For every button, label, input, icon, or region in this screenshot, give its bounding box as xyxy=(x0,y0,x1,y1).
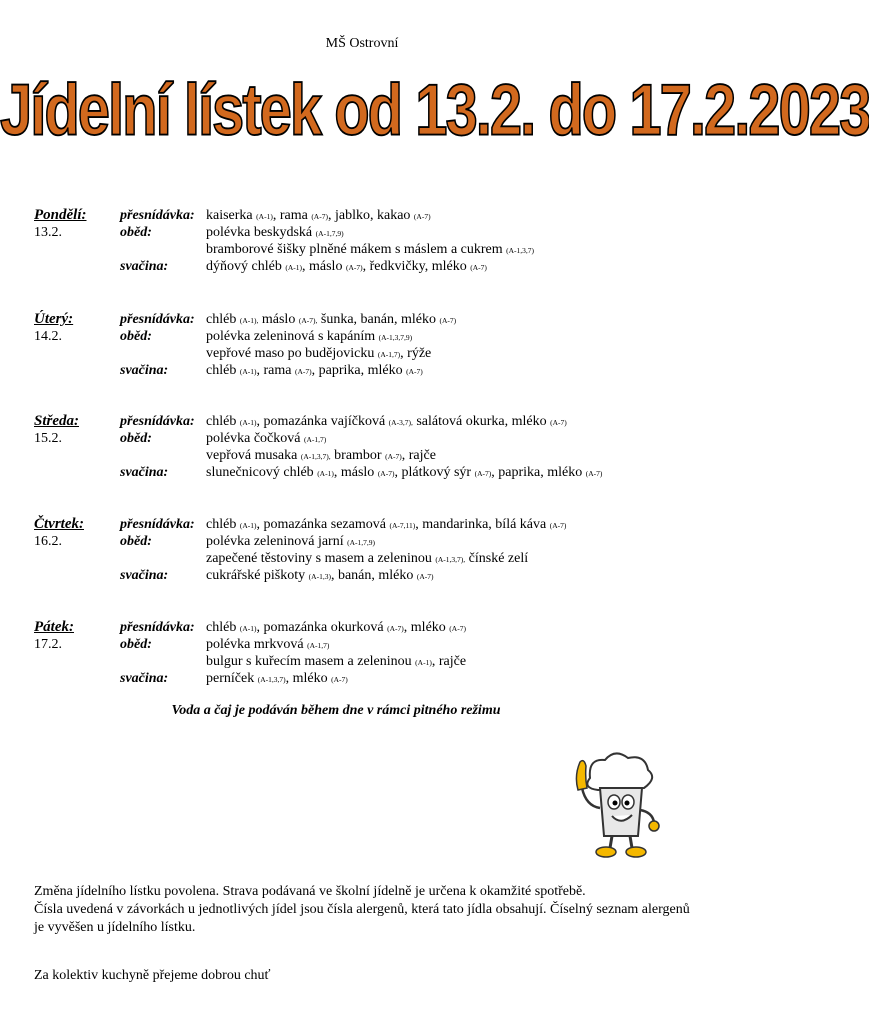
menu-row xyxy=(34,636,714,653)
food-text: bulgur s kuřecím masem a zeleninou xyxy=(206,654,416,669)
food-text: , rama xyxy=(256,363,295,378)
meal-label: přesnídávka: xyxy=(120,208,195,223)
menu-row xyxy=(34,533,714,550)
food-items xyxy=(206,345,431,363)
allergen-code: (A-1,7,9) xyxy=(347,538,376,547)
food-items xyxy=(206,516,566,534)
food-text: , máslo xyxy=(302,259,346,274)
allergen-code: (A-7) xyxy=(406,367,423,376)
food-items xyxy=(206,207,431,225)
allergen-code: (A-7) xyxy=(549,521,567,530)
menu-row xyxy=(34,328,714,345)
footer-line: Změna jídelního lístku povolena. Strava podávaná ve školní jídelně je určena k okamžité spotřebě. xyxy=(34,884,586,899)
allergen-code: (A-1) xyxy=(285,263,302,272)
food-text: polévka zeleninová s kapáním xyxy=(206,329,379,344)
allergen-code: (A-1,7,9) xyxy=(315,229,344,238)
allergen-code: (A-1) xyxy=(256,212,273,221)
food-text: , rama xyxy=(272,208,312,223)
allergen-code: (A-1,3,7), xyxy=(300,452,331,461)
food-items xyxy=(206,362,423,380)
menu-row xyxy=(34,670,714,687)
allergen-code: (A-7) xyxy=(311,212,328,221)
allergen-code: (A-7) xyxy=(385,452,402,461)
day-block xyxy=(34,516,714,584)
food-items xyxy=(206,619,466,637)
food-text: , mléko xyxy=(403,620,450,635)
food-text: polévka beskydská xyxy=(206,225,316,240)
food-text: máslo xyxy=(258,312,299,327)
allergen-code: (A-1,3,7) xyxy=(506,246,535,255)
allergen-code: (A-7,11) xyxy=(389,521,416,530)
menu-row xyxy=(34,224,714,241)
day-name: Pondělí: xyxy=(34,207,87,223)
water-note: Voda a čaj je podáván během dne v rámci pitného režimu xyxy=(171,703,501,718)
meal-label: svačina: xyxy=(120,465,169,480)
food-text: polévka zeleninová jarní xyxy=(206,534,348,549)
menu-row xyxy=(34,567,714,584)
meal-label: svačina: xyxy=(120,671,169,686)
allergen-code: (A-1,3,7) xyxy=(257,675,286,684)
food-text: slunečnicový chléb xyxy=(206,465,318,480)
food-items xyxy=(206,258,487,276)
food-items xyxy=(206,670,348,688)
food-text: , máslo xyxy=(333,465,378,480)
food-text: chléb xyxy=(206,517,240,532)
allergen-code: (A-7) xyxy=(470,263,487,272)
chef-mascot-icon xyxy=(560,748,670,863)
day-name: Čtvrtek: xyxy=(34,516,84,532)
day-name: Úterý: xyxy=(34,311,74,327)
food-items xyxy=(206,550,528,568)
day-date: 13.2. xyxy=(34,225,62,240)
meal-label: svačina: xyxy=(120,568,169,583)
meal-label: svačina: xyxy=(120,259,169,274)
food-items xyxy=(206,447,436,465)
food-items xyxy=(206,653,466,671)
food-text: kaiserka xyxy=(206,208,257,223)
allergen-code: (A-1,7) xyxy=(307,641,330,650)
allergen-code: (A-7), xyxy=(298,316,318,325)
food-text: chléb xyxy=(206,620,240,635)
menu-row xyxy=(34,413,714,430)
meal-label: oběd: xyxy=(120,534,152,549)
day-block xyxy=(34,311,714,379)
allergen-code: (A-7) xyxy=(345,263,363,272)
food-items xyxy=(206,311,456,329)
food-text: chléb xyxy=(206,414,240,429)
food-text: , ředkvičky, mléko xyxy=(362,259,471,274)
food-text: polévka mrkvová xyxy=(206,637,308,652)
food-items xyxy=(206,430,326,448)
food-items xyxy=(206,224,344,242)
day-name: Středa: xyxy=(34,413,79,429)
food-items xyxy=(206,328,412,346)
allergen-code: (A-7) xyxy=(377,469,395,478)
allergen-code: (A-3,7), xyxy=(388,418,413,427)
closing-note: Za kolektiv kuchyně přejeme dobrou chuť xyxy=(34,968,271,983)
day-block xyxy=(34,413,714,481)
food-text: , paprika, mléko xyxy=(491,465,586,480)
food-items xyxy=(206,567,434,585)
footer-line: Čísla uvedená v závorkách u jednotlivých jídel jsou čísla alergenů, která tato jídla obsahují. Číselný seznam alergenů je vyvěšen u jídelního lístku. xyxy=(34,902,690,935)
food-text: brambor xyxy=(330,448,386,463)
food-text: zapečené těstoviny s masem a zeleninou xyxy=(206,551,436,566)
food-text: , jablko, kakao xyxy=(327,208,414,223)
meal-label: přesnídávka: xyxy=(120,517,195,532)
food-text: cukrářské piškoty xyxy=(206,568,309,583)
menu-row xyxy=(34,516,714,533)
food-items xyxy=(206,636,329,654)
food-text: , rýže xyxy=(400,346,432,361)
food-text: , pomazánka sezamová xyxy=(256,517,390,532)
food-items xyxy=(206,413,567,431)
allergen-code: (A-1,3) xyxy=(308,572,331,581)
food-items xyxy=(206,464,602,482)
food-text: bramborové šišky plněné mákem s máslem a cukrem xyxy=(206,242,507,257)
day-block xyxy=(34,619,714,687)
food-text: , mandarinka, bílá káva xyxy=(415,517,550,532)
food-text: , rajče xyxy=(431,654,467,669)
allergen-code: (A-1), xyxy=(239,316,259,325)
allergen-code: (A-1,7) xyxy=(377,350,401,359)
food-text: vepřové maso po budějovicku xyxy=(206,346,378,361)
food-text: chléb xyxy=(206,363,240,378)
food-text: perníček xyxy=(206,671,258,686)
menu-row xyxy=(34,653,714,670)
food-text: , rajče xyxy=(401,448,436,463)
meal-label: oběd: xyxy=(120,431,152,446)
allergen-code: (A-7) xyxy=(331,675,348,684)
food-items xyxy=(206,533,375,551)
menu-row xyxy=(34,258,714,275)
food-text: šunka, banán, mléko xyxy=(317,312,440,327)
school-name: MŠ Ostrovní xyxy=(325,36,399,51)
allergen-code: (A-1) xyxy=(415,658,432,667)
allergen-code: (A-7) xyxy=(294,367,312,376)
footer-note xyxy=(34,883,694,937)
food-text: , paprika, mléko xyxy=(311,363,407,378)
meal-label: oběd: xyxy=(120,225,152,240)
allergen-code: (A-1) xyxy=(317,469,334,478)
menu-row xyxy=(34,241,714,258)
food-text: , pomazánka vajíčková xyxy=(256,414,389,429)
food-text: vepřová musaka xyxy=(206,448,301,463)
allergen-code: (A-7) xyxy=(416,572,434,581)
menu-row xyxy=(34,430,714,447)
day-date: 16.2. xyxy=(34,534,62,549)
menu-row xyxy=(34,447,714,464)
food-text: , mléko xyxy=(285,671,332,686)
allergen-code: (A-1,3,7), xyxy=(435,555,466,564)
allergen-code: (A-1) xyxy=(239,624,257,633)
food-text: salátová okurka, mléko xyxy=(412,414,551,429)
food-items xyxy=(206,241,534,259)
allergen-code: (A-7) xyxy=(439,316,457,325)
allergen-code: (A-1,3,7,9) xyxy=(378,333,413,342)
day-date: 14.2. xyxy=(34,329,62,344)
menu-row xyxy=(34,207,714,224)
food-text: , banán, mléko xyxy=(330,568,417,583)
food-text: chléb xyxy=(206,312,240,327)
menu-row xyxy=(34,464,714,481)
menu-row xyxy=(34,345,714,362)
food-text: , plátkový sýr xyxy=(394,465,475,480)
meal-label: přesnídávka: xyxy=(120,414,195,429)
meal-label: přesnídávka: xyxy=(120,620,195,635)
food-text: čínské zelí xyxy=(465,551,529,566)
meal-label: svačina: xyxy=(120,363,169,378)
allergen-code: (A-7) xyxy=(387,624,404,633)
menu-row xyxy=(34,311,714,328)
day-name: Pátek: xyxy=(34,619,74,635)
allergen-code: (A-7) xyxy=(413,212,431,221)
allergen-code: (A-1) xyxy=(239,367,257,376)
day-date: 15.2. xyxy=(34,431,62,446)
allergen-code: (A-1) xyxy=(239,521,257,530)
food-text: dýňový chléb xyxy=(206,259,286,274)
allergen-code: (A-7) xyxy=(550,418,567,427)
meal-label: přesnídávka: xyxy=(120,312,195,327)
day-date: 17.2. xyxy=(34,637,62,652)
meal-label: oběd: xyxy=(120,637,152,652)
day-block xyxy=(34,207,714,275)
menu-row xyxy=(34,550,714,567)
meal-label: oběd: xyxy=(120,329,152,344)
food-text: polévka čočková xyxy=(206,431,304,446)
allergen-code: (A-7) xyxy=(585,469,603,478)
page-title: Jídelní lístek od 13.2. do 17.2.2023 xyxy=(0,69,869,151)
allergen-code: (A-7) xyxy=(449,624,466,633)
food-text: , pomazánka okurková xyxy=(256,620,388,635)
menu-row xyxy=(34,362,714,379)
allergen-code: (A-1,7) xyxy=(303,435,327,444)
menu-row xyxy=(34,619,714,636)
allergen-code: (A-7) xyxy=(474,469,492,478)
allergen-code: (A-1) xyxy=(239,418,257,427)
